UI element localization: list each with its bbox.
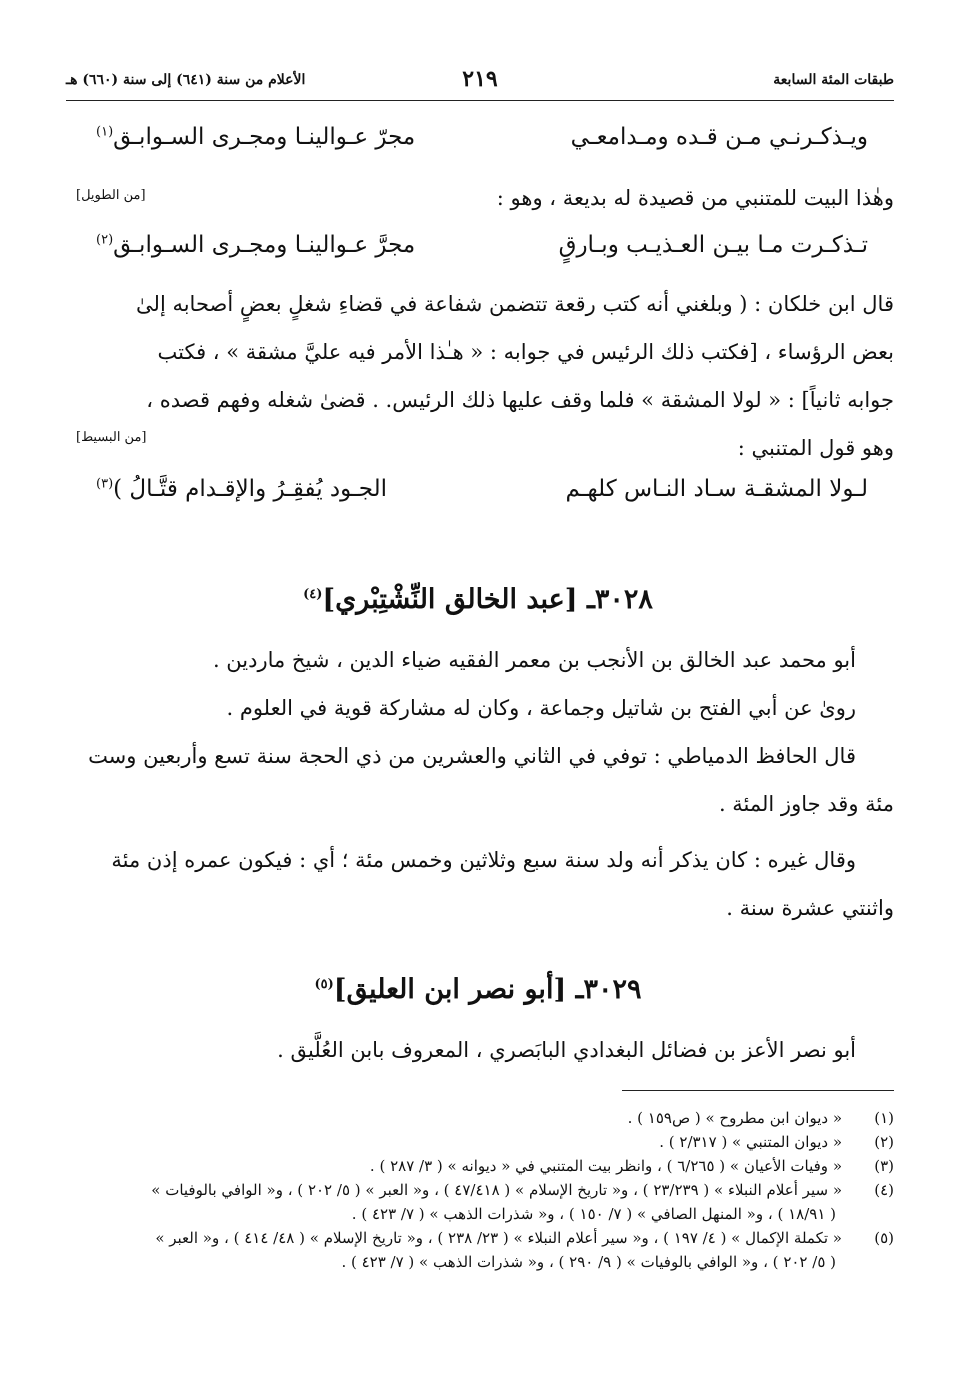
text-line: وقال غيره : كان يذكر أنه ولد سنة سبع وثلاثين وخمس مئة ؛ أي : فيكون عمره إذن مئة bbox=[111, 848, 856, 872]
header-rule bbox=[66, 100, 894, 101]
header-section-title: طبقات المئة السابعة bbox=[773, 72, 894, 88]
footnote bbox=[66, 1106, 894, 1130]
paragraph bbox=[66, 174, 894, 222]
paragraph bbox=[66, 280, 894, 472]
footnote-ref: (٢) bbox=[96, 232, 114, 248]
text-line: واثنتي عشرة سنة . bbox=[726, 896, 894, 920]
meter-label: [من البسيط] bbox=[76, 430, 147, 445]
footnote bbox=[66, 1178, 894, 1226]
text-line: وهٰذا البيت للمتنبي من قصيدة له بديعة ، وهو : bbox=[496, 186, 894, 210]
text-line: مئة وقد جاوز المئة . bbox=[718, 792, 894, 816]
footnote-text: « وفيات الأعيان » ( ٦/٢٦٥ ) ، وانظر بيت المتنبي في « ديوانه » ( ٣/ ٢٨٧ ) . bbox=[369, 1157, 842, 1175]
footnote bbox=[66, 1130, 894, 1154]
footnote-ref: (١) bbox=[96, 124, 114, 140]
text-line: أبو نصر الأعز بن فضائل البغدادي البابَصري ، المعروف بابن العُلَّيق . bbox=[277, 1038, 856, 1062]
text-line: وهو قول المتنبي : bbox=[737, 436, 894, 460]
meter-label: [من الطويل] bbox=[76, 188, 146, 203]
footnote-text: « ديوان المتنبي » ( ٢/٣١٧ ) . bbox=[659, 1133, 842, 1151]
verse-hemistich-second: مجرّ عـوالينـا ومجـرى السـوابـق$^{(١)}$ bbox=[96, 124, 416, 150]
footnote-text: « سير أعلام النبلاء » ( ٢٣/٢٣٩ ) ، و« تاريخ الإسلام » ( ٤٧/٤١٨ ) ، و« العبر » ( ٥/ ٢٠٢ ) ، و« الوافي بالوفيات » bbox=[151, 1181, 842, 1199]
text-line: قال ابن خلكان : ( وبلغني أنه كتب رقعة تتضمن شفاعة في قضاءِ شغلٍ بعضٍ أصحابه إلىٰ bbox=[136, 292, 894, 316]
page-number: ٢١٩ bbox=[462, 66, 498, 92]
text-line: جوابه ثانياً] : « لولا المشقة » فلما وقف عليها ذلك الرئيس. . قضىٰ شغله وفهم قصده ، bbox=[146, 388, 894, 412]
verse-hemistich-first: لـولا المشقـة سـاد النـاس كلهـم bbox=[565, 476, 868, 502]
footnote-text: « ديوان ابن مطروح » ( ص١٥٩ ) . bbox=[627, 1109, 842, 1127]
header-date-range: الأعلام من سنة (٦٤١) إلى سنة (٦٦٠) هـ bbox=[66, 72, 306, 88]
running-header bbox=[66, 66, 894, 100]
entry-heading: ٣٠٢٨ـ [عبد الخالق النِّشْتِبْري]$^{(٤)}$ bbox=[303, 584, 653, 615]
footnote-ref: (٤) bbox=[303, 587, 323, 602]
verse-line bbox=[96, 124, 868, 164]
verse-hemistich-second: الجـود يُفقِـرُ والإقـدام قتَّـالُ )$^{(٣)}$ bbox=[96, 476, 388, 502]
paragraph bbox=[66, 836, 894, 932]
footnote-text: ( ١٨/٩١ ) ، و« المنهل الصافي » ( ٧/ ١٥٠ ) ، و« شذرات الذهب » ( ٧/ ٤٢٣ ) . bbox=[351, 1205, 836, 1223]
footnote bbox=[66, 1154, 894, 1178]
footnote-text: « تكملة الإكمال » ( ٤/ ١٩٧ ) ، و« سير أعلام النبلاء » ( ٢٣/ ٢٣٨ ) ، و« تاريخ الإسلام » ( ٤٨/ ٤١٤ ) ، و« العبر » bbox=[155, 1229, 842, 1247]
verse-hemistich-second: مجرَّ عـوالينـا ومجـرى السـوابـق$^{(٢)}$ bbox=[96, 232, 416, 258]
footnote-number: (٥) bbox=[874, 1229, 894, 1247]
footnote-number: (٣) bbox=[874, 1157, 894, 1175]
verse-hemistich-first: ويـذكـرنـي مـن قـده ومـدامعـي bbox=[570, 124, 868, 150]
verse-line bbox=[96, 232, 868, 272]
entry-heading: ٣٠٢٩ـ [أبو نصر ابن العليق]$^{(٥)}$ bbox=[314, 974, 642, 1005]
verse-line bbox=[96, 476, 868, 516]
paragraph bbox=[66, 636, 894, 828]
footnote-number: (١) bbox=[874, 1109, 894, 1127]
paragraph bbox=[66, 1026, 894, 1074]
text-line: بعض الرؤساء ، [فكتب ذلك الرئيس في جوابه : « هـٰذا الأمر فيه عليَّ مشقة » ، فكتب bbox=[157, 340, 894, 364]
text-line: قال الحافظ الدمياطي : توفي في الثاني والعشرين من ذي الحجة سنة تسع وأربعين وست bbox=[88, 744, 856, 768]
footnote-ref: (٥) bbox=[314, 977, 334, 992]
verse-hemistich-first: تـذكـرت مـا بيـن العـذيـب وبـارقٍ bbox=[558, 232, 868, 258]
footnote-rule bbox=[622, 1090, 894, 1091]
footnote-text: ( ٥/ ٢٠٢ ) ، و« الوافي بالوفيات » ( ٩/ ٢٩٠ ) ، و« شذرات الذهب » ( ٧/ ٤٢٣ ) . bbox=[341, 1253, 836, 1271]
footnotes bbox=[66, 1106, 894, 1274]
text-line: روىٰ عن أبي الفتح بن شاتيل وجماعة ، وكان له مشاركة قوية في العلوم . bbox=[226, 696, 856, 720]
footnote-number: (٢) bbox=[874, 1133, 894, 1151]
footnote-ref: (٣) bbox=[96, 476, 114, 492]
text-line: أبو محمد عبد الخالق بن الأنجب بن معمر الفقيه ضياء الدين ، شيخ ماردين . bbox=[212, 648, 856, 672]
footnote bbox=[66, 1226, 894, 1274]
footnote-number: (٤) bbox=[874, 1181, 894, 1199]
